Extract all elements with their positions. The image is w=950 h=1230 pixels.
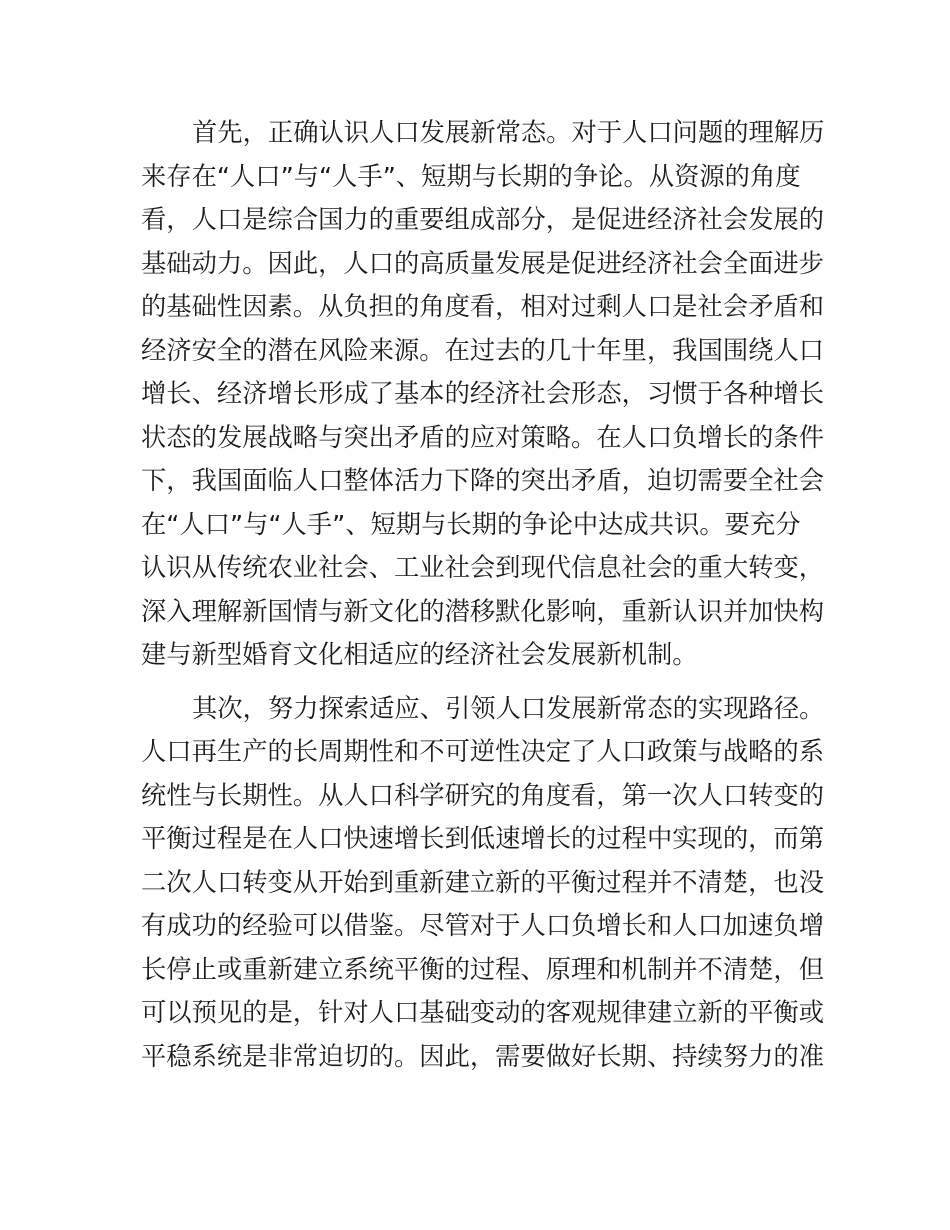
paragraph-line: 的基础性因素。从负担的角度看，相对过剩人口是社会矛盾和 (141, 292, 825, 321)
paragraph-1 (141, 111, 825, 677)
paragraph-line: 看，人口是综合国力的重要组成部分，是促进经济社会发展的 (141, 205, 825, 234)
paragraph-line: 人口再生产的长周期性和不可逆性决定了人口政策与战略的系 (141, 737, 825, 766)
paragraph-line: 来存在“人口”与“人手”、短期与长期的争论。从资源的角度 (141, 161, 801, 191)
paragraph-line: 可以预见的是，针对人口基础变动的客观规律建立新的平衡或 (141, 998, 825, 1027)
paragraph-line: 在“人口”与“人手”、短期与长期的争论中达成共识。要充分 (141, 509, 801, 539)
paragraph-line: 认识从传统农业社会、工业社会到现代信息社会的重大转变， (141, 553, 825, 582)
document-body (141, 111, 825, 1078)
paragraph-line: 建与新型婚育文化相适应的经济社会发展新机制。 (141, 640, 698, 669)
paragraph-line: 经济安全的潜在风险来源。在过去的几十年里，我国围绕人口 (141, 335, 825, 365)
paragraph-line: 二次人口转变从开始到重新建立新的平衡过程并不清楚，也没 (141, 867, 825, 897)
paragraph-line: 长停止或重新建立系统平衡的过程、原理和机制并不清楚，但 (141, 954, 825, 984)
paragraph-line: 基础动力。因此，人口的高质量发展是促进经济社会全面进步 (141, 248, 825, 278)
paragraph-line: 状态的发展战略与突出矛盾的应对策略。在人口负增长的条件 (141, 422, 825, 452)
paragraph-line: 平稳系统是非常迫切的。因此，需要做好长期、持续努力的准 (141, 1041, 825, 1071)
paragraph-line: 平衡过程是在人口快速增长到低速增长的过程中实现的，而第 (141, 824, 825, 853)
paragraph-line: 增长、经济增长形成了基本的经济社会形态，习惯于各种增长 (141, 379, 825, 408)
paragraph-line: 统性与长期性。从人口科学研究的角度看，第一次人口转变的 (141, 780, 825, 810)
paragraph-2 (141, 687, 825, 1079)
paragraph-line: 深入理解新国情与新文化的潜移默化影响，重新认识并加快构 (141, 596, 825, 626)
paragraph-line: 下，我国面临人口整体活力下降的突出矛盾，迫切需要全社会 (141, 466, 825, 495)
paragraph-line: 有成功的经验可以借鉴。尽管对于人口负增长和人口加速负增 (141, 911, 825, 940)
paragraph-line: 首先，正确认识人口发展新常态。对于人口问题的理解历 (192, 118, 825, 147)
paragraph-line: 其次，努力探索适应、引领人口发展新常态的实现路径。 (192, 693, 825, 723)
